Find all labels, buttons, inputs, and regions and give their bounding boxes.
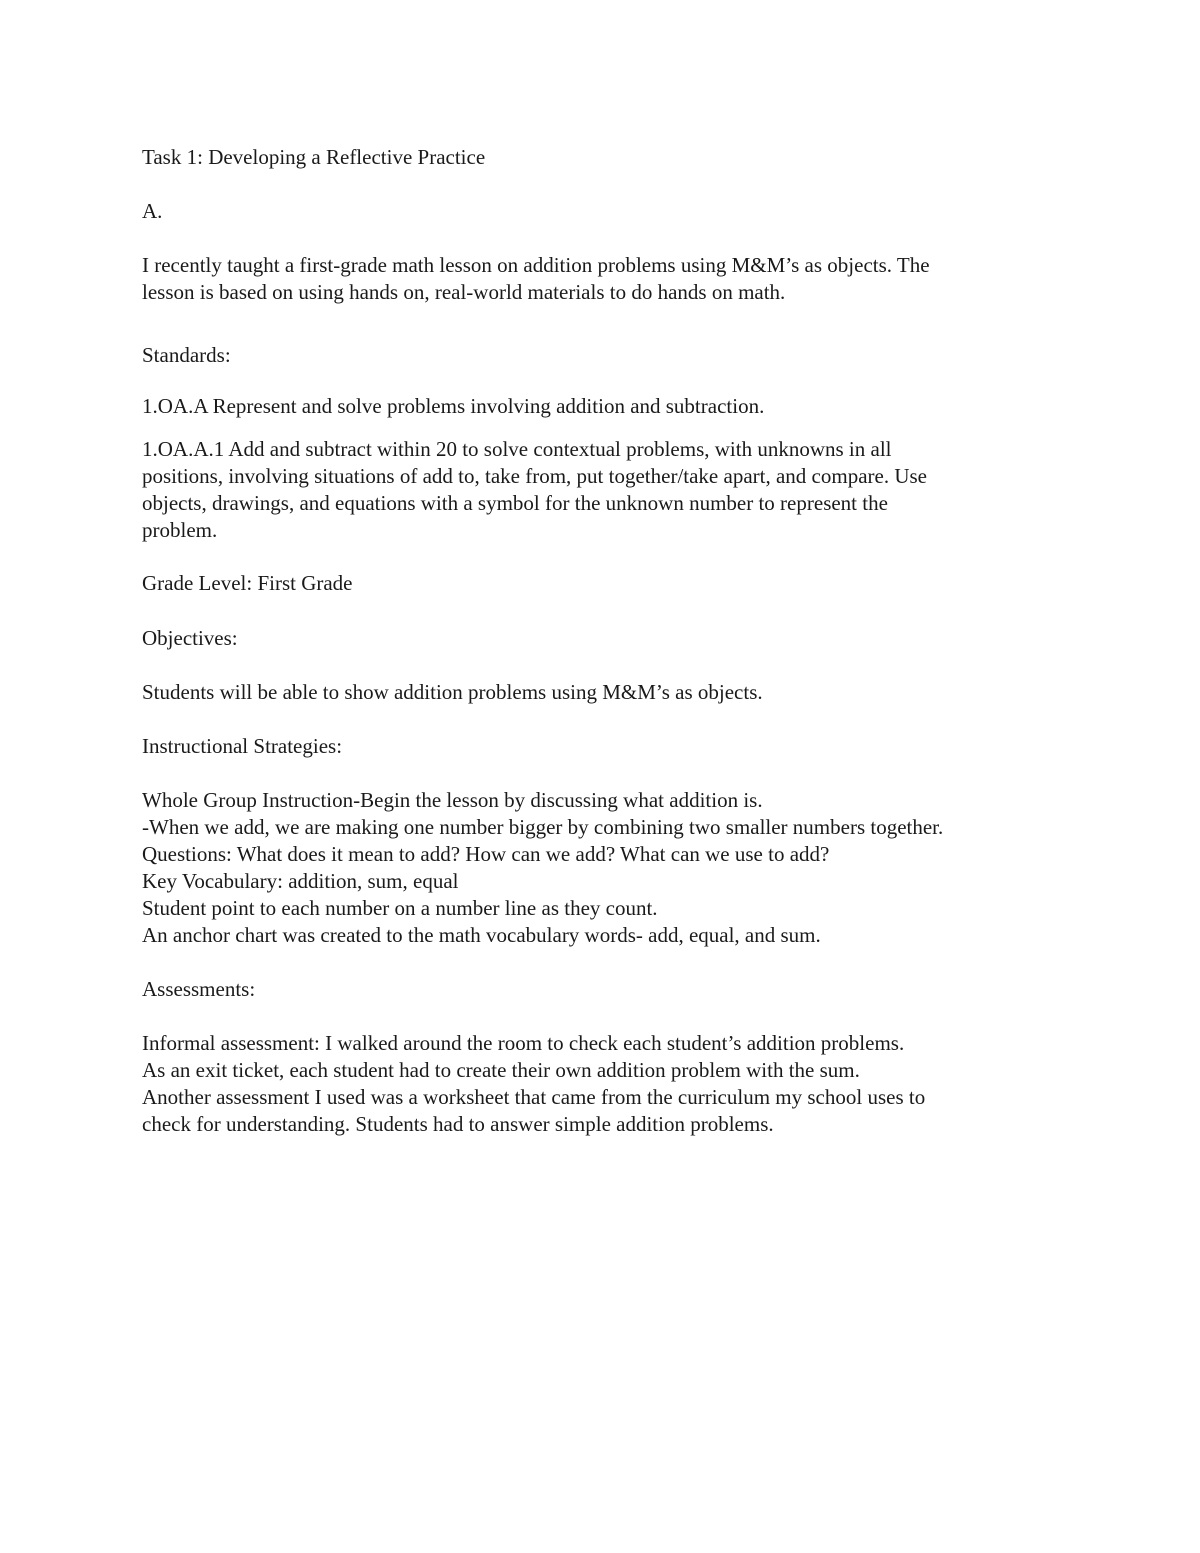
assessments-heading: Assessments: [142,977,256,1001]
intro-line: lesson is based on using hands on, real-world materials to do hands on math. [142,280,786,304]
standard-2-line: problem. [142,518,218,542]
strategy-line: Student point to each number on a number line as they count. [142,896,658,920]
assessment-line: Another assessment I used was a worksheet that came from the curriculum my school uses to [142,1085,926,1109]
objectives-heading: Objectives: [142,626,238,650]
standard-2-line: 1.OA.A.1 Add and subtract within 20 to solve contextual problems, with unknowns in all [142,437,892,461]
assessment-line: Informal assessment: I walked around the room to check each student’s addition problems. [142,1031,905,1055]
document-title: Task 1: Developing a Reflective Practice [142,145,486,169]
assessment-line: check for understanding. Students had to answer simple addition problems. [142,1112,774,1136]
objective: Students will be able to show addition problems using M&M’s as objects. [142,680,763,704]
strategy-line: Questions: What does it mean to add? How can we add? What can we use to add? [142,842,830,866]
grade-level: Grade Level: First Grade [142,571,353,595]
strategy-line: -When we add, we are making one number bigger by combining two smaller numbers together. [142,815,944,839]
strategy-line: Whole Group Instruction-Begin the lesson by discussing what addition is. [142,788,763,812]
section-label: A. [142,199,163,223]
standard-2-line: positions, involving situations of add to, take from, put together/take apart, and compare. Use [142,464,927,488]
strategy-line: An anchor chart was created to the math vocabulary words- add, equal, and sum. [142,923,821,947]
standard-2-line: objects, drawings, and equations with a symbol for the unknown number to represent the [142,491,888,515]
assessment-line: As an exit ticket, each student had to create their own addition problem with the sum. [142,1058,860,1082]
standards-heading: Standards: [142,343,231,367]
intro-line: I recently taught a first-grade math lesson on addition problems using M&M’s as objects. The [142,253,930,277]
strategy-line: Key Vocabulary: addition, sum, equal [142,869,459,893]
strategies-heading: Instructional Strategies: [142,734,343,758]
standard-1: 1.OA.A Represent and solve problems involving addition and subtraction. [142,394,765,418]
